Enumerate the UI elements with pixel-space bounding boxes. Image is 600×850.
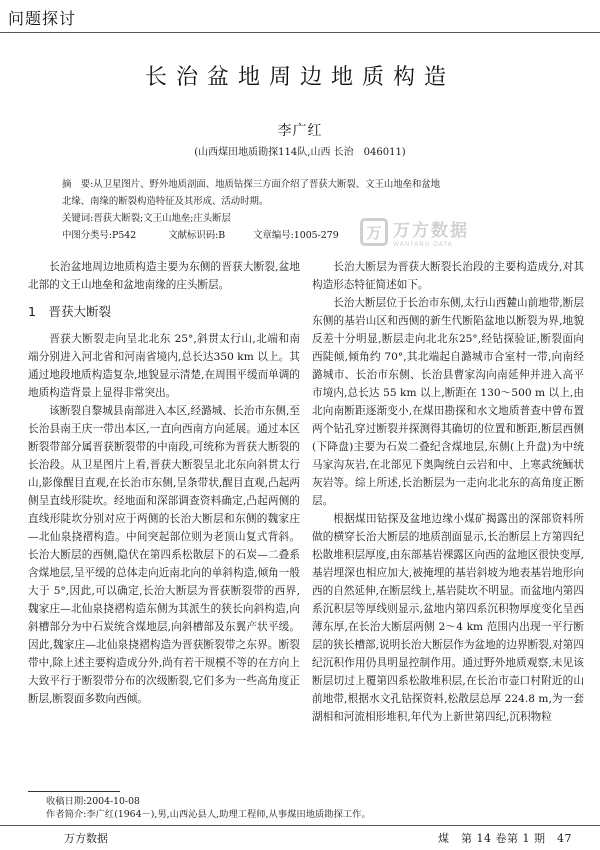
footer-journal-page: 煤 第 14 卷第 1 期 47 [438,832,572,845]
keywords: 关键词:晋获大断裂;文王山地垒;庄头断层 [62,213,231,224]
class-number: 中图分类号:P542 [62,230,137,241]
abstract-line-1: 摘 要:从卫星图片、野外地质剖面、地质钻探三方面介绍了晋获大断裂、文王山地垒和盆地 [62,179,441,190]
section-heading-1: 1 晋获大断裂 [28,304,111,319]
left-column [28,258,300,708]
footnote-received: 收稿日期:2004-10-08 [46,796,140,807]
footer-rule [0,825,600,826]
document-code: 文献标识码:B [168,230,226,241]
paragraph: 晋获大断裂走向呈北北东 25°,斜贯太行山,北端和南端分别进入河北省和河南省境内,总长达350 km 以上。其通过地段地质构造复杂,地貌显示清楚,在周围平缓而单调的地质构造背景上显得非常突出。 [28,333,300,399]
watermark-subtext: WANFANG DATA [393,241,453,248]
paragraph: 长治大断层位于长治市东侧,太行山西麓山前地带,断层东侧的基岩山区和西侧的新生代断陷盆地以断裂为界,地貌反差十分明显,断层走向北北东25°,经钻探验证,断裂面向西陡倾,倾角约 70°,其北端起自潞城市合室村一带,向南经潞城市、长治市东侧、长治县曹家沟向南延伸并进入高平市境内,总长达 55 km 以上,断距在 130～500 m 以上,由北向南断距逐渐变小,在煤田勘探和水文地质普查中曾布置两个钻孔穿过断裂并探测得其确切的位置和断距,断层西侧(下降盘)主要为石炭二叠纪含煤地层,东侧(上升盘)为中统马家沟灰岩,在北部见下奥陶统白云岩和中、上寒武统鲕状灰岩等。综上所述,长治断层为一走向北北东的高角度正断层。 [312,297,584,507]
article-title: 长治盆地周边地质构造 [144,65,455,90]
author-name: 李广红 [277,123,323,139]
footer-source: 万方数据 [64,832,108,845]
paragraph: 根据煤田钻探及盆地边缘小煤矿揭露出的深部资料所做的横穿长治大断层的地质剖面显示,长治断层上方第四纪松散堆积层厚度,由东部基岩裸露区向西的盆地区很快变厚,基岩埋深也相应加大,被掩埋的基岩斜坡为地表基岩地形向西的自然延伸,在断层线上,基岩陡坎不明显。而盆地内第四系沉积层等厚线则显示,盆地内第四系沉积物厚度变化呈西薄东厚,在长治大断层两侧 2～4 km 范围内出现一平行断层的狭长槽部,说明长治大断层作为盆地的边界断裂,对第四纪沉积作用仍具明显控制作用。通过野外地质观察,未见该断层切过上覆第四系松散堆积层,在长治市壶口村附近的山前地带,根据水文孔钻探资料,松散层总厚 224.8 m,为一套湖相和河流相形堆积,年代为上新世第四纪,沉积物粒 [312,513,584,723]
author-affiliation: (山西煤田地质勘探114队,山西 长治 046011) [194,147,406,158]
article-number: 文章编号:1005-279 [253,230,339,241]
intro-paragraph: 长治盆地周边地质构造主要为东侧的晋获大断裂,盆地北部的文王山地垒和盆地南缘的庄头断层。 [28,261,300,291]
paragraph: 该断裂自黎城县南部进入本区,经潞城、长治市东侧,至长治县南王庆一带出本区,一直向西南方向延展。通过本区断裂带部分属晋获断裂带的中南段,可统称为晋获大断裂的长治段。从卫星图片上看,晋获大断裂呈北北东向斜贯太行山,影像醒目直观,在长治市东侧,呈条带状,醒目直观,凸起两侧呈直线形陡坎。经地面和深部调查资料确定,凸起两侧的直线形陡坎分别对应于两侧的长治大断层和东侧的魏家庄—北仙泉挠褶构造。中间突起部位则为老顶山复式背斜。长治大断层的西侧,隐伏在第四系松散层下的石炭—二叠系含煤地层,呈平缓的总体走向近南北向的单斜构造,倾角一般大于 5°,因此,可以确定,长治大断层为晋获断裂带的西界,魏家庄—北仙泉挠褶构造东侧为其派生的狭长向斜构造,向斜槽部分为中石炭统含煤地层,向斜槽部及东翼产状平缓。因此,魏家庄—北仙泉挠褶构造为晋获断裂带之东界。断裂带中,除上述主要构造成分外,尚有若干规模不等的在方向上大致平行于断裂带分布的次级断裂,它们多为一些高角度正断层,断裂面多数向西倾。 [28,405,300,705]
header-rule [0,32,600,33]
right-column [312,258,584,726]
paragraph: 长治大断层为晋获大断裂长治段的主要构造成分,对其构造形态特征简述如下。 [312,261,584,291]
watermark-text: 万方数据 [393,221,469,241]
wanfang-logo-icon: 万 [360,218,388,246]
footnote-author-bio: 作者简介:李广红(1964－),男,山西沁县人,助理工程师,从事煤田地质勘探工作。 [46,809,371,820]
section-tag: 问题探讨 [8,9,77,28]
wanfang-watermark [360,216,469,248]
abstract-line-2: 北缘、南缘的断裂构造特征及其形成、活动时期。 [62,196,269,207]
footnote-rule [28,791,120,792]
